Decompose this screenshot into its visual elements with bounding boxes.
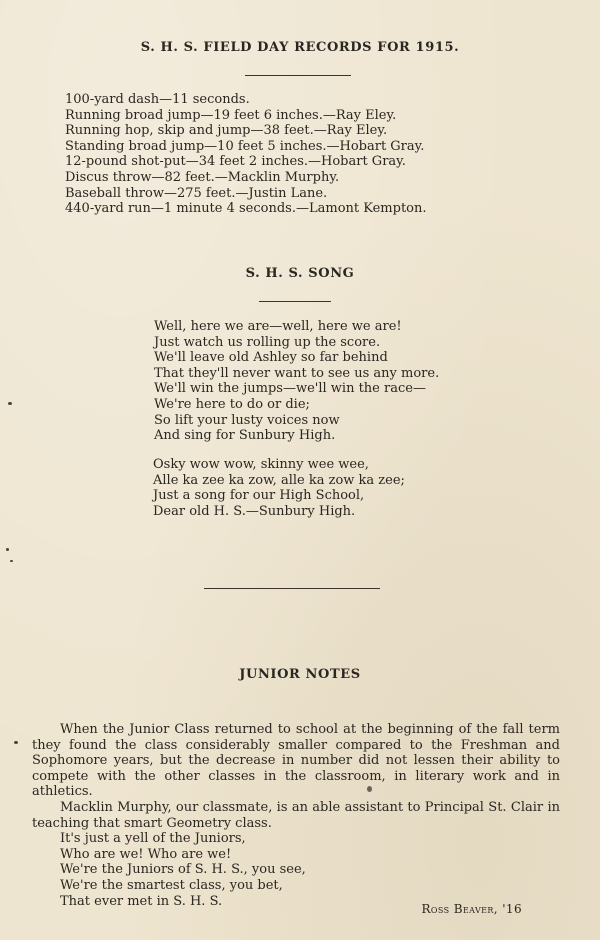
yell-line: We're the Juniors of S. H. S., you see, <box>60 862 306 878</box>
song-line: And sing for Sunbury High. <box>154 428 336 444</box>
song-verse-1 <box>154 319 439 444</box>
record-item: Baseball throw—275 feet.—Justin Lane. <box>65 185 328 201</box>
paper-spot <box>367 786 372 792</box>
song-line: Just watch us rolling up the score. <box>154 334 381 350</box>
notes-paragraph: When the Junior Class returned to school at the beginning of the fall term they found the class considerably smaller compared to the Freshman and Sophomore years, but the decrease in number did not lessen their ability to compete with the other classes in the classroom, in literary work and in athletics. <box>32 722 560 800</box>
song-title: S. H. S. SONG <box>245 266 355 281</box>
yell-line: We're the smartest class, you bet, <box>60 877 283 893</box>
junior-notes-body <box>32 722 560 909</box>
yell-line: Who are we! Who are we! <box>60 846 232 862</box>
paper-spot <box>14 741 18 744</box>
paper-spot <box>10 560 13 562</box>
title-divider <box>245 75 351 76</box>
author-class-year: , '16 <box>493 902 522 916</box>
song-line: We'll win the jumps—we'll win the race— <box>154 381 426 397</box>
junior-yell <box>32 831 560 909</box>
paper-spot <box>6 548 9 551</box>
record-item: 440-yard run—1 minute 4 seconds.—Lamont Kempton. <box>65 201 427 217</box>
notes-paragraph: Macklin Murphy, our classmate, is an able assistant to Principal St. Clair in teaching that smart Geometry class. <box>32 799 560 831</box>
junior-notes-title: JUNIOR NOTES <box>239 667 361 682</box>
record-item: Discus throw—82 feet.—Macklin Murphy. <box>65 169 340 185</box>
author-signature <box>421 902 522 916</box>
record-item: Running broad jump—19 feet 6 inches.—Ray Eley. <box>65 107 397 123</box>
record-item: Standing broad jump—10 feet 5 inches.—Hobart Gray. <box>65 138 425 154</box>
song-line: Dear old H. S.—Sunbury High. <box>153 503 356 519</box>
song-line: Just a song for our High School, <box>153 488 365 504</box>
record-item: 100-yard dash—11 seconds. <box>65 92 250 107</box>
song-verse-2 <box>153 457 405 519</box>
author-name: Ross Beaver <box>421 902 494 916</box>
song-line: We'll leave old Ashley so far behind <box>154 350 388 366</box>
song-line: Osky wow wow, skinny wee wee, <box>153 457 369 472</box>
song-title-divider <box>259 301 331 302</box>
section-divider <box>204 588 380 589</box>
record-item: 12-pound shot-put—34 feet 2 inches.—Hobart Gray. <box>65 154 406 170</box>
record-item: Running hop, skip and jump—38 feet.—Ray Eley. <box>65 123 388 139</box>
song-line: So lift your lusty voices now <box>154 412 340 428</box>
song-line: Well, here we are—well, here we are! <box>154 319 402 334</box>
records-list <box>65 92 427 217</box>
yell-line: It's just a yell of the Juniors, <box>60 831 246 847</box>
paper-spot <box>8 402 12 405</box>
yell-line: That ever met in S. H. S. <box>60 893 223 909</box>
song-line: Alle ka zee ka zow, alle ka zow ka zee; <box>153 472 405 488</box>
song-line: We're here to do or die; <box>154 396 310 412</box>
song-line: That they'll never want to see us any more. <box>154 365 440 381</box>
records-title: S. H. S. FIELD DAY RECORDS FOR 1915. <box>140 40 460 55</box>
